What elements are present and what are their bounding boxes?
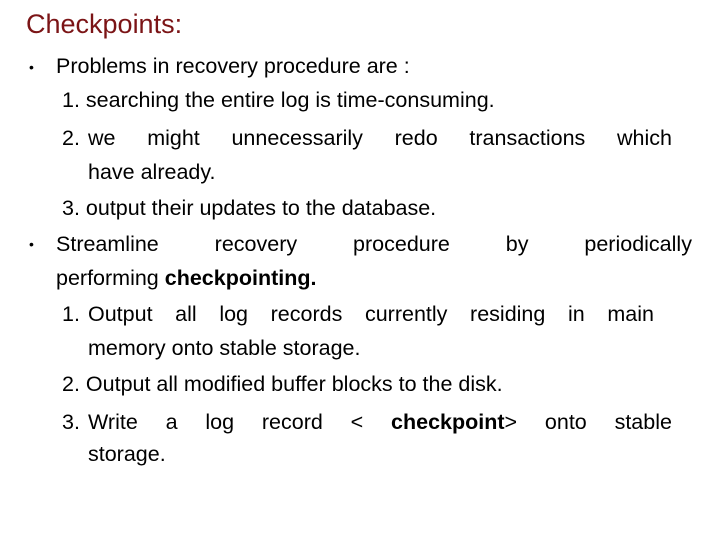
word: stable (614, 410, 672, 434)
list-item-number-1-2: 2. (62, 126, 80, 150)
lead-plain-text: performing (56, 266, 165, 290)
list-item-2-3-line1 (88, 406, 672, 438)
word: < (350, 410, 364, 434)
list-item-1-2-line1 (88, 122, 672, 154)
word: main (607, 302, 654, 326)
lead-bold-text: checkpointing. (164, 266, 317, 290)
list-item-text: Output all modified buffer blocks to the disk. (85, 372, 503, 396)
slide-title: Checkpoints: (26, 9, 183, 39)
list-item-number: 1. (62, 88, 80, 112)
word: all (175, 302, 197, 326)
word: currently (364, 302, 448, 326)
list-item-number: 2. (62, 372, 80, 396)
checkpoint-token (391, 406, 517, 438)
bullet-1-lead: Problems in recovery procedure are : (56, 54, 410, 78)
list-item-1-1 (62, 84, 495, 116)
list-item-1-2-line2: have already. (88, 160, 216, 184)
word: which (617, 126, 672, 150)
word: Streamline (56, 232, 159, 256)
list-item-number: 3. (62, 196, 80, 220)
list-item-number-2-1: 1. (62, 302, 80, 326)
list-item-number-2-3: 3. (62, 410, 80, 434)
word: records (270, 302, 343, 326)
list-item-2-2 (62, 368, 503, 400)
list-item-1-3 (62, 192, 436, 224)
word: we (88, 126, 116, 150)
word: in (567, 302, 585, 326)
word: by (505, 232, 529, 256)
word: record (261, 410, 323, 434)
word: unnecessarily (231, 126, 363, 150)
word: Write (88, 410, 138, 434)
word: Output (88, 302, 153, 326)
bullet-2-lead-line1 (56, 228, 692, 260)
word: a (165, 410, 178, 434)
word: might (147, 126, 200, 150)
word: log (219, 302, 249, 326)
word: > (504, 410, 518, 434)
checkpoint-bold-text: checkpoint (391, 410, 505, 434)
bullet-2-lead-line2 (56, 262, 316, 294)
list-item-text: output their updates to the database. (85, 196, 437, 220)
list-item-2-1-line1 (88, 298, 654, 330)
list-item-2-3-line2: storage. (88, 442, 166, 466)
word: log (205, 410, 235, 434)
word: recovery (214, 232, 298, 256)
word: residing (470, 302, 546, 326)
word: procedure (353, 232, 450, 256)
list-item-2-1-line2: memory onto stable storage. (88, 336, 361, 360)
list-item-text: searching the entire log is time-consuming. (85, 88, 495, 112)
bullet-glyph: • (29, 236, 34, 252)
word: onto (544, 410, 587, 434)
bullet-glyph: • (29, 59, 34, 75)
word: periodically (584, 232, 692, 256)
word: redo (394, 126, 438, 150)
word: transactions (469, 126, 586, 150)
